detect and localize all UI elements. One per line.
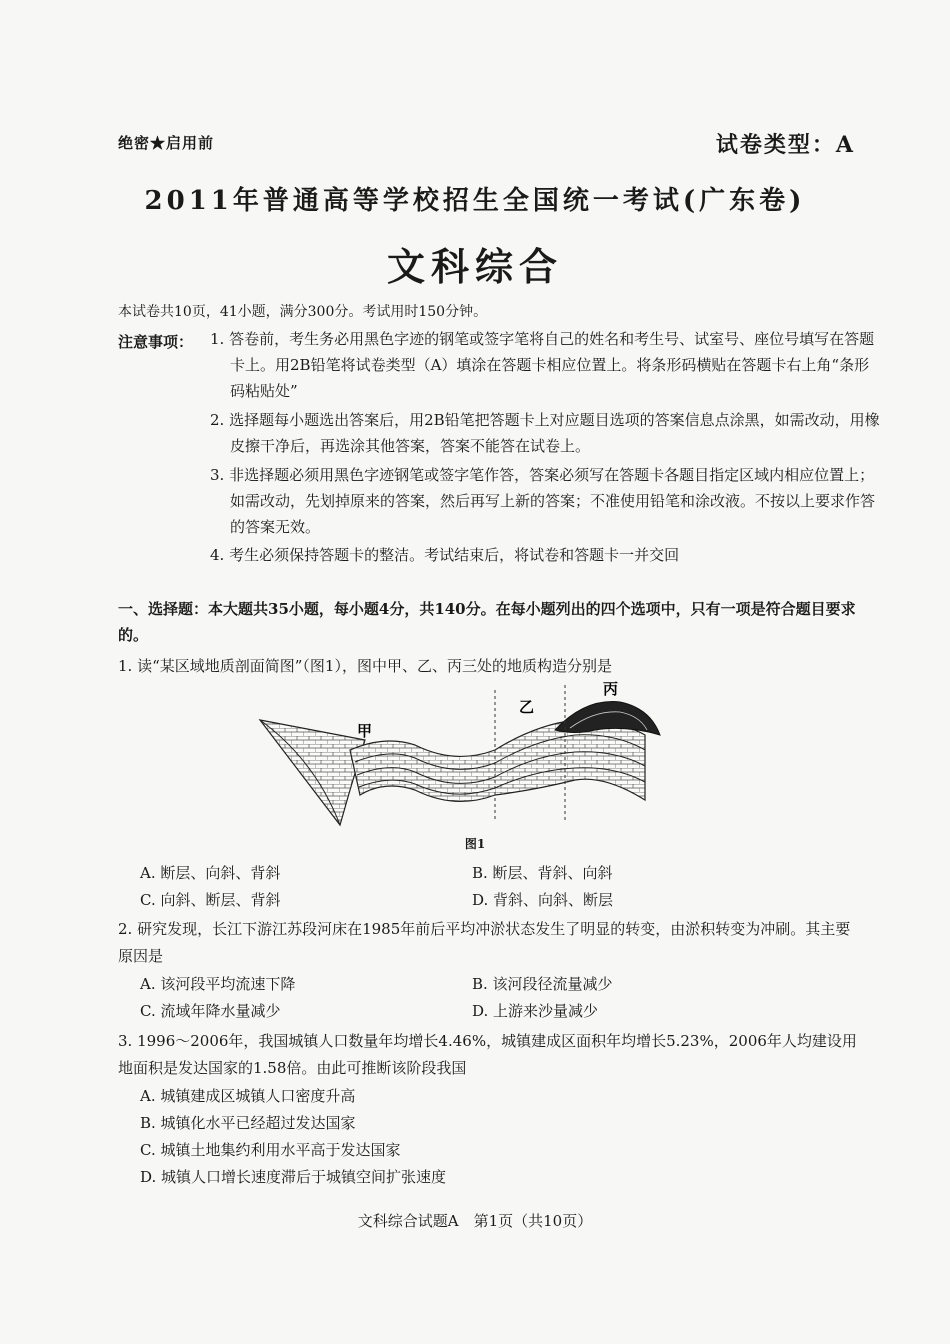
question-2-stem: 2. 研究发现，长江下游江苏段河床在1985年前后平均冲淤状态发生了明显的转变，由淤积转变为冲刷。其主要原因是	[118, 920, 851, 965]
q2-option-b[interactable]: B. 该河段径流量减少	[472, 975, 613, 993]
note-item: 2. 选择题每小题选出答案后，用2B铅笔把答题卡上对应题目选项的答案信息点涂黑，如需改动，用橡皮擦干净后，再选涂其他答案，答案不能答在试卷上。	[210, 411, 880, 455]
q3-option-c[interactable]: C. 城镇土地集约利用水平高于发达国家	[140, 1141, 401, 1159]
notes-label: 注意事项：	[118, 333, 194, 351]
exam-intro: 本试卷共10页，41小题，满分300分。考试用时150分钟。	[118, 304, 488, 320]
paper-type-label: 试卷类型：A	[715, 132, 855, 158]
subject-title: 文科综合	[386, 245, 563, 289]
note-item: 1. 答卷前，考生务必用黑色字迹的钢笔或签字笔将自己的姓名和考生号、试室号、座位号填写在答题卡上。用2B铅笔将试卷类型（A）填涂在答题卡相应位置上。将条形码横贴在答题卡右上角“条形码粘贴处”	[210, 330, 875, 400]
page-footer: 文科综合试题A 第1页（共10页）	[357, 1212, 593, 1230]
q3-option-a[interactable]: A. 城镇建成区城镇人口密度升高	[140, 1087, 356, 1105]
q1-option-a[interactable]: A. 断层、向斜、背斜	[140, 864, 281, 882]
exam-title: 2011年普通高等学校招生全国统一考试(广东卷)	[144, 186, 806, 216]
figure-label-bing: 丙	[603, 680, 619, 698]
note-item: 3. 非选择题必须用黑色字迹钢笔或签字笔作答，答案必须写在答题卡各题目指定区域内相应位置上；如需改动，先划掉原来的答案，然后再写上新的答案；不准使用铅笔和涂改液。不按以上要求作答的答案无效。	[210, 466, 876, 536]
q2-option-c[interactable]: C. 流域年降水量减少	[140, 1002, 281, 1020]
q2-option-a[interactable]: A. 该河段平均流速下降	[140, 975, 296, 993]
figure-label-jia: 甲	[357, 722, 373, 740]
q1-option-b[interactable]: B. 断层、背斜、向斜	[472, 864, 613, 882]
q3-option-b[interactable]: B. 城镇化水平已经超过发达国家	[140, 1114, 356, 1132]
question-1-stem: 1. 读“某区域地质剖面简图”（图1），图中甲、乙、丙三处的地质构造分别是	[118, 657, 612, 675]
q3-option-d[interactable]: D. 城镇人口增长速度滞后于城镇空间扩张速度	[140, 1168, 447, 1186]
question-3-stem: 3. 1996～2006年，我国城镇人口数量年均增长4.46%，城镇建成区面积年均增长5.23%，2006年人均建设用地面积是发达国家的1.58倍。由此可推断该阶段我国	[118, 1032, 857, 1077]
figure-caption: 图1	[464, 837, 486, 851]
figure-label-yi: 乙	[519, 698, 535, 716]
q2-option-d[interactable]: D. 上游来沙量减少	[472, 1002, 599, 1020]
geologic-cross-section-figure	[255, 680, 695, 830]
q1-option-d[interactable]: D. 背斜、向斜、断层	[472, 891, 614, 909]
confidential-label: 绝密★启用前	[118, 134, 215, 152]
note-item: 4. 考生必须保持答题卡的整洁。考试结束后，将试卷和答题卡一并交回	[210, 546, 680, 564]
q1-option-c[interactable]: C. 向斜、断层、背斜	[140, 891, 281, 909]
section-heading: 一、选择题：本大题共35小题，每小题4分，共140分。在每小题列出的四个选项中，只有一项是符合题目要求的。	[118, 600, 856, 644]
